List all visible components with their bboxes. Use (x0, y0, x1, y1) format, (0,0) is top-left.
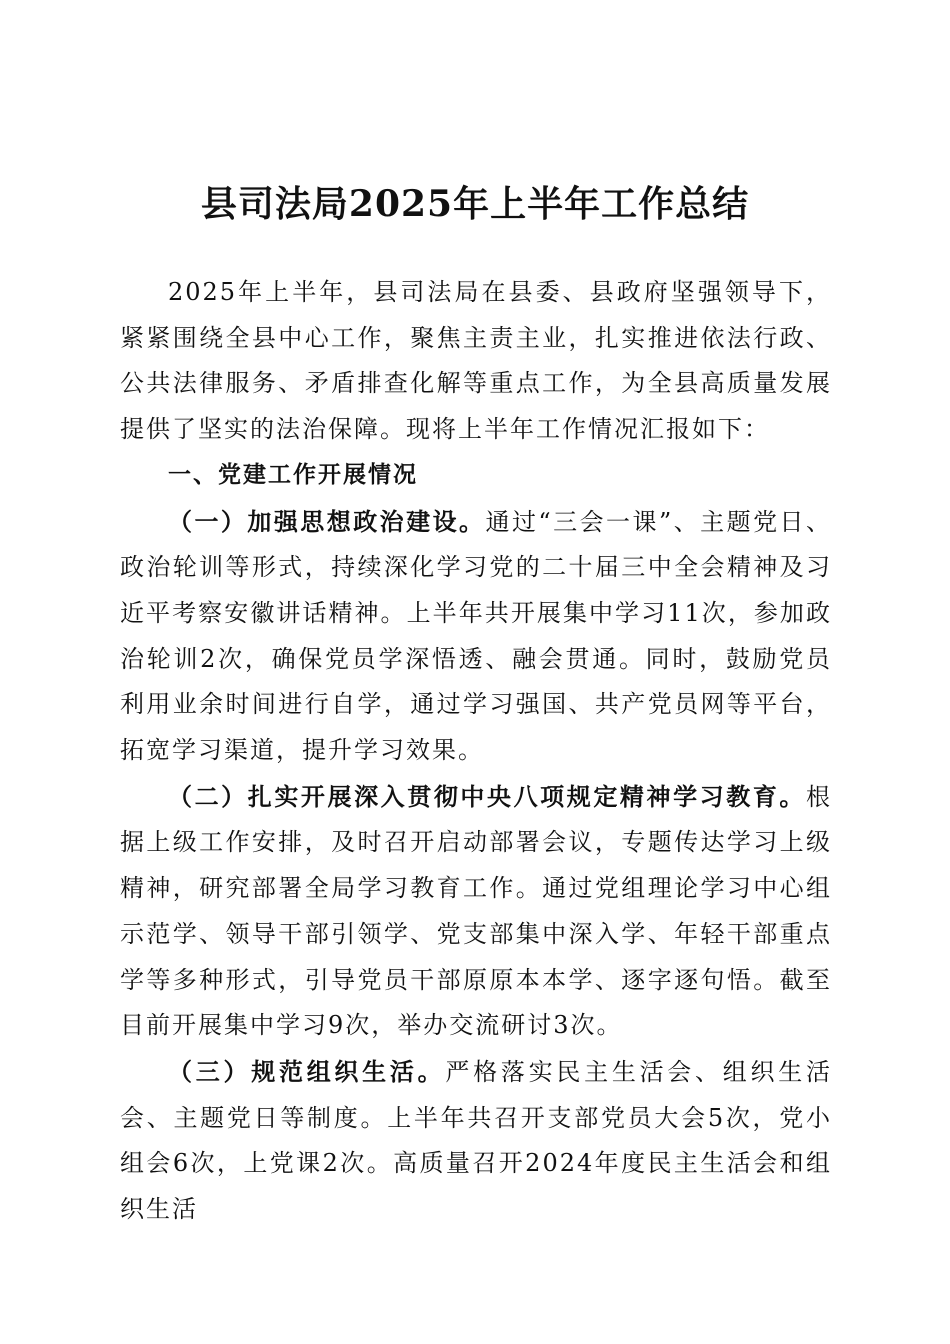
item-1-text: 通过“三会一课”、主题党日、政治轮训等形式，持续深化学习党的二十届三中全会精神及习近平考察安徽讲话精神。上半年共开展集中学习11次，参加政治轮训2次，确保党员学深悟透、融会贯通。同时，鼓励党员利用业余时间进行自学，通过学习强国、共产党员网等平台，拓宽学习渠道，提升学习效果。 (120, 507, 832, 765)
section-1-item-1 (120, 499, 832, 774)
section-1-heading: 一、党建工作开展情况 (168, 461, 418, 488)
section-1-item-3 (120, 1049, 832, 1233)
item-3-text: 严格落实民主生活会、组织生活会、主题党日等制度。上半年共召开支部党员大会5次，党小组会6次，上党课2次。高质量召开2024年度民主生活会和组织生活 (120, 1057, 832, 1224)
document-body (120, 270, 832, 1233)
section-1-item-2 (120, 774, 832, 1049)
document-title: 县司法局2025年上半年工作总结 (200, 183, 750, 225)
item-1-lead: （一）加强思想政治建设。 (168, 506, 486, 536)
item-2-lead: （二）扎实开展深入贯彻中央八项规定精神学习教育。 (168, 781, 806, 811)
intro-paragraph: 2025年上半年，县司法局在县委、县政府坚强领导下，紧紧围绕全县中心工作，聚焦主责主业，扎实推进依法行政、公共法律服务、矛盾排查化解等重点工作，为全县高质量发展提供了坚实的法治保障。现将上半年工作情况汇报如下： (120, 278, 832, 444)
item-2-text: 根据上级工作安排，及时召开启动部署会议，专题传达学习上级精神，研究部署全局学习教育工作。通过党组理论学习中心组示范学、领导干部引领学、党支部集中深入学、年轻干部重点学等多种形式，引导党员干部原原本本学、逐字逐句悟。截至目前开展集中学习9次，举办交流研讨3次。 (120, 782, 832, 1040)
item-3-lead: （三）规范组织生活。 (168, 1056, 446, 1086)
